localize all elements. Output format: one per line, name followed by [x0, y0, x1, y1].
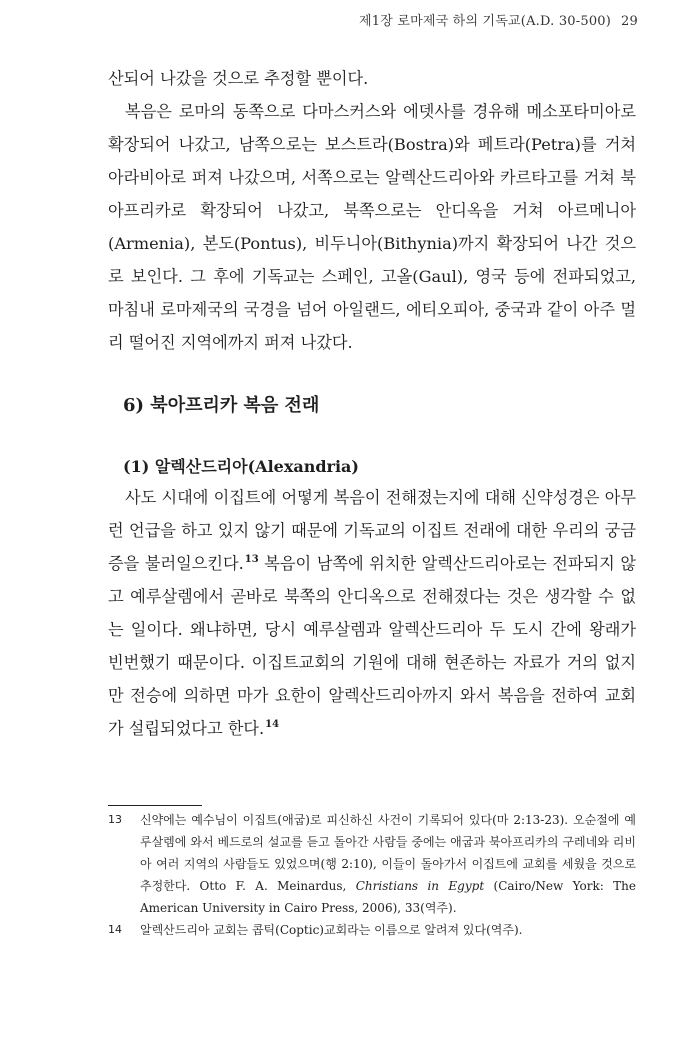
- footnote-ref-14[interactable]: 14: [265, 719, 280, 730]
- spread-paragraph: 복음은 로마의 동쪽으로 다마스커스와 에뎃사를 경유해 메소포타미아로 확장되어 나갔고, 남쪽으로는 보스트라(Bostra)와 페트라(Petra)를 거쳐 아라비아로 퍼져 나갔으며, 서쪽으로는 알렉산드리아와 카르타고를 거쳐 북아프리카로 확장되어 나갔고, 북쪽으로는 안디옥을 거쳐 아르메니아(Armenia), 본도(Pontus), 비두니아(Bithynia)까지 확장되어 나간 것으로 보인다. 그 후에 기독교는 스페인, 고올(Gaul), 영국 등에 전파되었고, 마침내 로마제국의 국경을 넘어 아일랜드, 에티오피아, 중국과 같이 아주 멀리 떨어진 지역에까지 퍼져 나갔다.: [108, 102, 636, 352]
- running-head: [359, 10, 638, 29]
- subsection-heading: (1) 알렉산드리아(Alexandria): [123, 457, 359, 476]
- footnote-ref-13[interactable]: 13: [244, 554, 259, 565]
- footnote-14: [108, 919, 636, 941]
- page-number: 29: [621, 14, 638, 29]
- continued-paragraph: 산되어 나갔을 것으로 추정할 뿐이다.: [108, 69, 369, 88]
- footnote-number: 13: [108, 813, 122, 826]
- alexandria-paragraph: [108, 481, 636, 745]
- footnote-text: 알렉산드리아 교회는 콥틱(Coptic)교회라는 이름으로 알려져 있다(역주).: [140, 923, 523, 937]
- footnote-13: [108, 809, 636, 919]
- chapter-title: 제1장 로마제국 하의 기독교(A.D. 30-500): [359, 14, 612, 29]
- footnote-number: 14: [108, 923, 122, 936]
- section-heading: 6) 북아프리카 복음 전래: [123, 395, 320, 416]
- paragraph-text-part-1: 사도 시대에 이집트에 어떻게 복음이 전해졌는지에 대해 신약성경은 아무런 언급을 하고 있지 않기 때문에 기독교의 이집트 전래에 대한 우리의 궁금증을 불러일으킨다.: [108, 488, 636, 573]
- paragraph-text-part-2: 복음이 남쪽에 위치한 알렉산드리아로는 전파되지 않고 예루살렘에서 곧바로 북쪽의 안디옥으로 전해졌다는 것은 생각할 수 없는 일이다. 왜냐하면, 당시 예루살렘과 알렉산드리아 두 도시 간에 왕래가 빈번했기 때문이다. 이집트교회의 기원에 대해 현존하는 자료가 거의 없지만 전승에 의하면 마가 요한이 알렉산드리아까지 와서 복음을 전하여 교회가 설립되었다고 한다.: [108, 554, 637, 738]
- book-title: Christians in Egypt: [355, 879, 485, 893]
- footnote-divider: [108, 805, 202, 806]
- footnote-text: 신약에는 예수님이 이집트(애굽)로 피신하신 사건이 기록되어 있다(마 2:13-23). 오순절에 예루살렘에 와서 베드로의 설교를 듣고 돌아간 사람들 중에는 애굽과 북아프리카의 구레네와 리비아 여러 지역의 사람들도 있었으며(행 2:10), 이들이 돌아가서 이집트에 교회를 세웠을 것으로 추정한다. Otto F. A. Meinardus,: [140, 813, 636, 893]
- footnotes: [108, 809, 636, 941]
- footnote-citation: (Cairo/New York: The American University in Cairo Press, 2006), 33(역주).: [140, 879, 636, 915]
